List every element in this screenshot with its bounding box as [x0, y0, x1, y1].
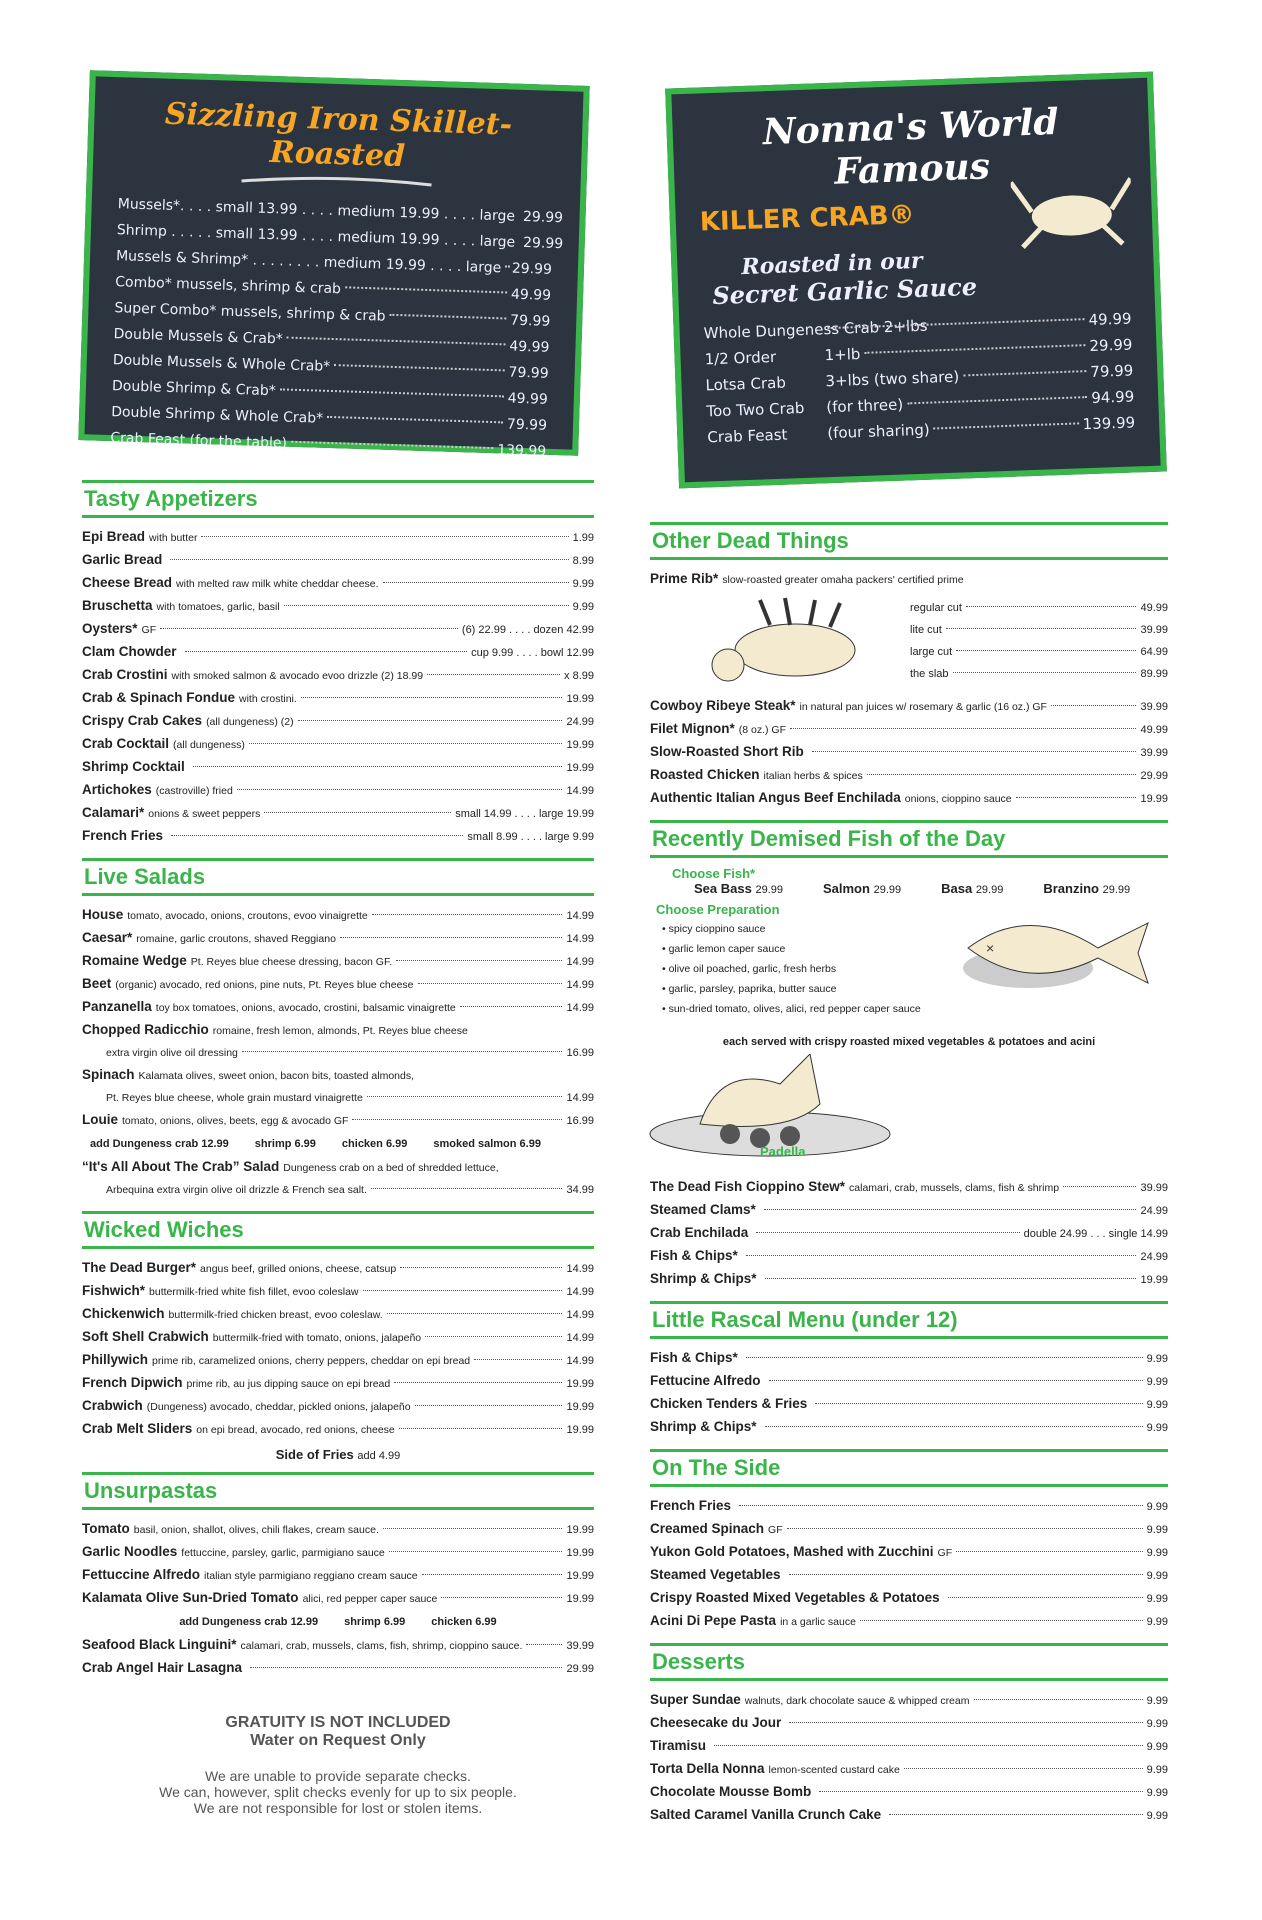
crab-icon [1010, 168, 1133, 252]
menu-item: Crabwich (Dungeness) avocado, cheddar, pickled onions, jalapeño 19.99 [82, 1398, 594, 1413]
menu-item: Bruschetta with tomatoes, garlic, basil 9.99 [82, 598, 594, 613]
menu-item: Cheesecake du Jour 9.99 [650, 1715, 1168, 1730]
killer-line: Lotsa Crab 3+lbs (two share) 79.99 [705, 361, 1134, 395]
menu-item: The Dead Fish Cioppino Stew* calamari, crab, mussels, clams, fish & shrimp 39.99 [650, 1179, 1168, 1194]
appetizers-section [82, 480, 594, 848]
prime-cut: large cut 64.99 [910, 646, 1168, 658]
left-column [82, 470, 594, 1816]
menu-item: Authentic Italian Angus Beef Enchilada onions, cioppino sauce 19.99 [650, 790, 1168, 805]
menu-item: Fettuccine Alfredo italian style parmigiano reggiano cream sauce 19.99 [82, 1567, 594, 1582]
killer-sub1: Roasted in our [740, 247, 923, 281]
menu-item: Phillywich prime rib, caramelized onions, cherry peppers, cheddar on epi bread 14.99 [82, 1352, 594, 1367]
choose-prep: Choose Preparation [656, 902, 780, 917]
menu-item: Chickenwich buttermilk-fried chicken breast, evoo coleslaw. 14.99 [82, 1306, 594, 1321]
menu-item: Fish & Chips* 24.99 [650, 1248, 1168, 1263]
skillet-line: Combo* mussels, shrimp & crab 49.99 [115, 274, 552, 304]
skillet-line: Shrimp . . . . . small 13.99 . . . . medium 19.99 . . . . large 29.99 [116, 222, 564, 253]
menu-item: Caesar* romaine, garlic croutons, shaved Reggiano 14.99 [82, 930, 594, 945]
skillet-board [78, 70, 589, 460]
right-column [650, 512, 1168, 1827]
menu-item: Tomato basil, onion, shallot, olives, chili flakes, cream sauce. 19.99 [82, 1521, 594, 1536]
prime-rib: Prime Rib* slow-roasted greater omaha packers' certified prime [650, 571, 964, 586]
crab-salad: “It's All About The Crab” Salad Dungeness crab on a bed of shredded lettuce, [82, 1159, 499, 1174]
menu-item: Chocolate Mousse Bomb 9.99 [650, 1784, 1168, 1799]
side-section [650, 1449, 1168, 1633]
crab-salad-desc: Arbequina extra virgin olive oil drizzle & French sea salt. 34.99 [106, 1184, 594, 1196]
menu-item: Steamed Vegetables 9.99 [650, 1567, 1168, 1582]
menu-item: Fish & Chips* 9.99 [650, 1350, 1168, 1365]
lost-note: We are not responsible for lost or stolen items. [193, 1800, 483, 1816]
pastas-section [82, 1472, 594, 1680]
menu-item: Soft Shell Crabwich buttermilk-fried with tomato, onions, jalapeño 14.99 [82, 1329, 594, 1344]
killer-title: Nonna's World Famous [762, 100, 1060, 193]
menu-item: Oysters* GF (6) 22.99 . . . . dozen 42.99 [82, 621, 594, 636]
skillet-line: Super Combo* mussels, shrimp & crab 79.99 [114, 300, 551, 330]
fish-option: Basa 29.99 [941, 881, 1004, 896]
menu-item: Fishwich* buttermilk-fried white fish fillet, evoo coleslaw 14.99 [82, 1283, 594, 1298]
killer-line: Whole Dungeness Crab 2+lbs 49.99 [703, 309, 1132, 343]
menu-item: Chicken Tenders & Fries 9.99 [650, 1396, 1168, 1411]
menu-item: French Fries small 8.99 . . . . large 9.99 [82, 828, 594, 843]
side-of-fries: Side of Fries add 4.99 [275, 1447, 401, 1462]
menu-item: Crab Crostini with smoked salmon & avocado evoo drizzle (2) 18.99 x 8.99 [82, 667, 594, 682]
fish-options [694, 881, 1168, 896]
menu-item: Artichokes (castroville) fried 14.99 [82, 782, 594, 797]
killer-sub2: Secret Garlic Sauce [711, 271, 978, 311]
menu-item: Shrimp & Chips* 19.99 [650, 1271, 1168, 1286]
menu-item-sub: extra virgin olive oil dressing 16.99 [106, 1047, 594, 1059]
prime-cut: regular cut 49.99 [910, 602, 1168, 614]
menu-item: Louie tomato, onions, olives, beets, egg & avocado GF 16.99 [82, 1112, 594, 1127]
prep-option: • garlic lemon caper sauce [662, 943, 786, 955]
fish-x-eye: × [986, 940, 995, 956]
menu-item: French Dipwich prime rib, au jus dipping sauce on epi bread 19.99 [82, 1375, 594, 1390]
menu-item: Roasted Chicken italian herbs & spices 29.99 [650, 767, 1168, 782]
section-title: Live Salads [82, 858, 594, 896]
skillet-line: Crab Feast (for the table) 139.99 [110, 430, 547, 460]
fish-title: Recently Demised Fish of the Day [650, 820, 1168, 858]
menu-item: Kalamata Olive Sun-Dried Tomato alici, red pepper caper sauce 19.99 [82, 1590, 594, 1605]
menu-item: Clam Chowder cup 9.99 . . . . bowl 12.99 [82, 644, 594, 659]
section-title: Unsurpastas [82, 1472, 594, 1510]
menu-item: Panzanella toy box tomatoes, onions, avocado, crostini, balsamic vinaigrette 14.99 [82, 999, 594, 1014]
skillet-line: Double Shrimp & Crab* 49.99 [111, 378, 549, 408]
prime-cut: the slab 89.99 [910, 668, 1168, 680]
wiches-section [82, 1211, 594, 1462]
served-note: each served with crispy roasted mixed vegetables & potatoes and acini [722, 1036, 1096, 1048]
add-ons: add Dungeness crab 12.99 shrimp 6.99 chicken 6.99 smoked salmon 6.99 [90, 1138, 541, 1150]
fish-items [650, 1176, 1168, 1291]
menu-item: Fettucine Alfredo 9.99 [650, 1373, 1168, 1388]
gratuity-note: GRATUITY IS NOT INCLUDED [225, 1714, 451, 1731]
section-title: Wicked Wiches [82, 1211, 594, 1249]
menu-item: Crab & Spinach Fondue with crostini. 19.99 [82, 690, 594, 705]
menu-item: Crab Enchilada double 24.99 . . . single 14.99 [650, 1225, 1168, 1240]
menu-item: Salted Caramel Vanilla Crunch Cake 9.99 [650, 1807, 1168, 1822]
menu-item: Romaine Wedge Pt. Reyes blue cheese dressing, bacon GF. 14.99 [82, 953, 594, 968]
menu-item: House tomato, avocado, onions, croutons, evoo vinaigrette 14.99 [82, 907, 594, 922]
killer-line: 1/2 Order 1+lb 29.99 [704, 335, 1133, 369]
menu-item: Super Sundae walnuts, dark chocolate sauce & whipped cream 9.99 [650, 1692, 1168, 1707]
menu-item: Filet Mignon* (8 oz.) GF 49.99 [650, 721, 1168, 736]
menu-item: Chopped Radicchio romaine, fresh lemon, almonds, Pt. Reyes blue cheese [82, 1022, 468, 1037]
padella-label: Padella [760, 1144, 806, 1159]
skillet-list [110, 191, 564, 465]
killer-line: Too Two Crab (for three) 94.99 [706, 387, 1135, 421]
menu-item: The Dead Burger* angus beef, grilled onions, cheese, catsup 14.99 [82, 1260, 594, 1275]
skillet-line: Double Mussels & Crab* 49.99 [113, 326, 550, 356]
menu-item: French Fries 9.99 [650, 1498, 1168, 1513]
skillet-line: Double Shrimp & Whole Crab* 79.99 [110, 404, 548, 434]
pasta-add-ons: add Dungeness crab 12.99 shrimp 6.99 chicken 6.99 [179, 1616, 497, 1628]
prime-cut: lite cut 39.99 [910, 624, 1168, 636]
dead-fish-icon [958, 908, 1158, 998]
prep-block [650, 902, 1168, 1022]
menu-item: Steamed Clams* 24.99 [650, 1202, 1168, 1217]
prep-option: • sun-dried tomato, olives, alici, red pepper caper sauce [662, 1003, 921, 1015]
menu-item: Yukon Gold Potatoes, Mashed with Zucchini GF 9.99 [650, 1544, 1168, 1559]
killer-crab-logo: KILLER CRAB® [699, 200, 916, 238]
checks-note: We are unable to provide separate checks. [205, 1768, 471, 1784]
footer-notes [82, 1714, 594, 1816]
fish-option: Sea Bass 29.99 [694, 881, 783, 896]
dead-title: Other Dead Things [650, 522, 1168, 560]
dead-items [650, 695, 1168, 810]
split-note: We can, however, split checks evenly for up to six people. [159, 1784, 517, 1800]
menu-item: Epi Bread with butter 1.99 [82, 529, 594, 544]
choose-fish: Choose Fish* [672, 866, 756, 881]
section-title: Little Rascal Menu (under 12) [650, 1301, 1168, 1339]
prep-option: • spicy cioppino sauce [662, 923, 766, 935]
fish-option: Salmon 29.99 [822, 881, 902, 896]
menu-item: Seafood Black Linguini* calamari, crab, mussels, clams, fish, shrimp, cioppino sauce. 39.99 [82, 1637, 594, 1652]
prime-block [650, 591, 1168, 695]
menu-item: Cowboy Ribeye Steak* in natural pan juices w/ rosemary & garlic (16 oz.) GF 39.99 [650, 698, 1168, 713]
menu-item: Garlic Bread 8.99 [82, 552, 594, 567]
menu-item: Crab Cocktail (all dungeness) 19.99 [82, 736, 594, 751]
rascal-section [650, 1301, 1168, 1439]
skillet-title: Sizzling Iron Skillet-Roasted [164, 96, 513, 175]
menu-item: Creamed Spinach GF 9.99 [650, 1521, 1168, 1536]
menu-item-sub: Pt. Reyes blue cheese, whole grain mustard vinaigrette 14.99 [106, 1092, 594, 1104]
menu-item: Cheese Bread with melted raw milk white cheddar cheese. 9.99 [82, 575, 594, 590]
menu-item: Slow-Roasted Short Rib 39.99 [650, 744, 1168, 759]
prime-cuts [910, 591, 1168, 695]
section-title: Desserts [650, 1643, 1168, 1681]
menu-item: Crab Melt Sliders on epi bread, avocado, red onions, cheese 19.99 [82, 1421, 594, 1436]
menu-item: Crab Angel Hair Lasagna 29.99 [82, 1660, 594, 1675]
menu-item: Spinach Kalamata olives, sweet onion, bacon bits, toasted almonds, [82, 1067, 415, 1082]
menu-item: Calamari* onions & sweet peppers small 14.99 . . . . large 19.99 [82, 805, 594, 820]
padella-block [650, 1048, 1168, 1168]
killer-line: Crab Feast (four sharing) 139.99 [707, 413, 1136, 447]
menu-item: Garlic Noodles fettuccine, parsley, garlic, parmigiano sauce 19.99 [82, 1544, 594, 1559]
skillet-line: Mussels*. . . . small 13.99 . . . . medium 19.99 . . . . large 29.99 [117, 196, 564, 227]
salads-section [82, 858, 594, 1201]
killer-crab-board [665, 72, 1167, 489]
fish-option: Branzino 29.99 [1043, 881, 1131, 896]
menu-item: Tiramisu 9.99 [650, 1738, 1168, 1753]
menu-item: Torta Della Nonna lemon-scented custard cake 9.99 [650, 1761, 1168, 1776]
menu-item: Shrimp Cocktail 19.99 [82, 759, 594, 774]
skillet-line: Double Mussels & Whole Crab* 79.99 [112, 352, 549, 382]
skillet-line: Mussels & Shrimp* . . . . . . . . medium 19.99 . . . . large 29.99 [115, 248, 553, 278]
desserts-section [650, 1643, 1168, 1827]
dead-cow-icon [700, 595, 870, 695]
menu-item: Crispy Roasted Mixed Vegetables & Potatoes 9.99 [650, 1590, 1168, 1605]
menu-item: Crispy Crab Cakes (all dungeness) (2) 24.99 [82, 713, 594, 728]
water-note: Water on Request Only [250, 1732, 426, 1749]
menu-item: Beet (organic) avocado, red onions, pine nuts, Pt. Reyes blue cheese 14.99 [82, 976, 594, 991]
prep-option: • garlic, parsley, paprika, butter sauce [662, 983, 837, 995]
menu-item: Shrimp & Chips* 9.99 [650, 1419, 1168, 1434]
menu-item: Acini Di Pepe Pasta in a garlic sauce 9.99 [650, 1613, 1168, 1628]
section-title: On The Side [650, 1449, 1168, 1487]
killer-list [703, 306, 1135, 451]
section-title: Tasty Appetizers [82, 480, 594, 518]
prep-option: • olive oil poached, garlic, fresh herbs [662, 963, 837, 975]
